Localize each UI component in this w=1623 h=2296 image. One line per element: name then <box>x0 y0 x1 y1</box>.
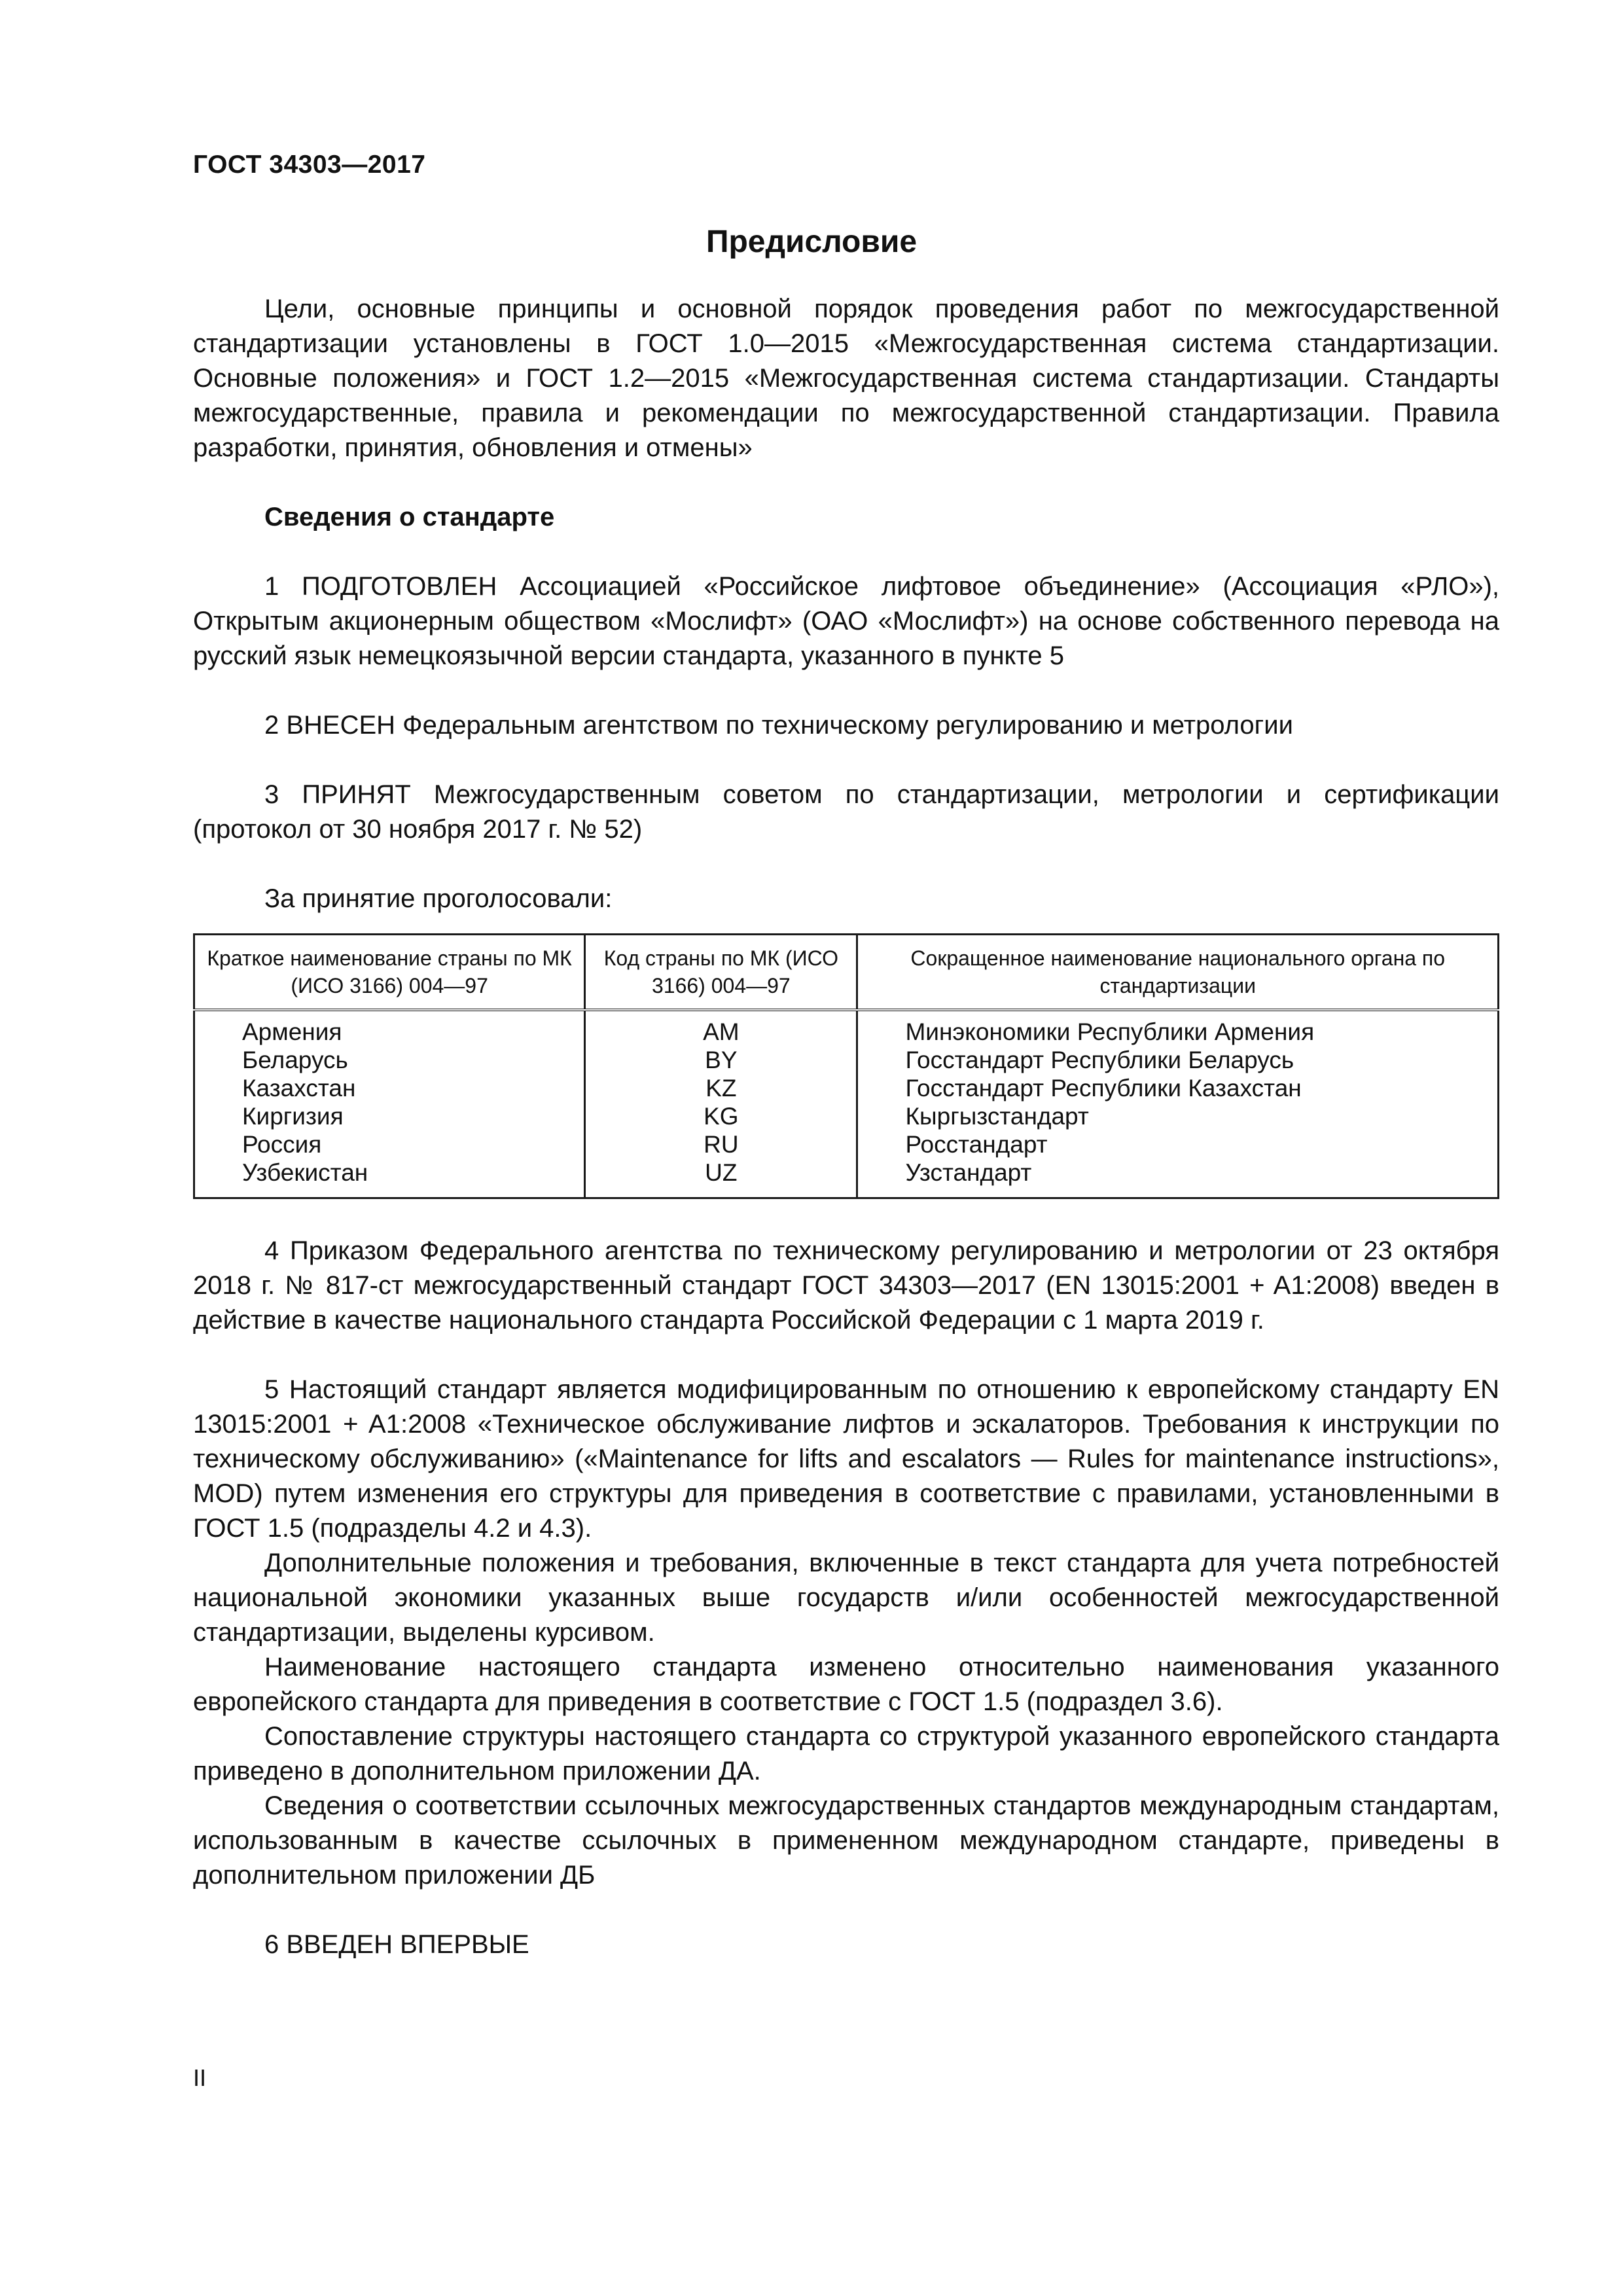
item-3-paragraph: 3 ПРИНЯТ Межгосударственным советом по стандартизации, метрологии и сертификации (протокол от 30 ноября 2017 г. № 52) <box>193 780 1499 844</box>
table-header-row <box>194 935 1499 1011</box>
table-row <box>194 1102 1499 1130</box>
header-country: Краткое наименование страны по МК (ИСО 3166) 004—97 <box>194 935 585 1011</box>
item-5-paragraph-3: Наименование настоящего стандарта изменено относительно наименования указанного европейского стандарта для приведения в соответствие с ГОСТ 1.5 (подраздел 3.6). <box>193 1653 1499 1716</box>
intro-paragraph: Цели, основные принципы и основной порядок проведения работ по межгосударственной стандартизации установлены в ГОСТ 1.0—2015 «Межгосударственная система стандартизации. Основные положения» и ГОСТ 1.2—2015 «Межгосударственная система стандартизации. Стандарты межгосударственные, правила и рекомендации по межгосударственной стандартизации. Правила разработки, принятия, обновления и отмены» <box>193 295 1499 462</box>
cell-code: AM <box>585 1010 857 1046</box>
page-title: Предисловие <box>705 224 918 259</box>
item-5-paragraph: 5 Настоящий стандарт является модифицированным по отношению к европейскому стандарту EN 13015:2001 + A1:2008 «Техническое обслуживание лифтов и эскалаторов. Требования к инструкции по техническому обслуживанию» («Maintenance for lifts and escalators — Rules for maintenance instructions», MOD) путем изменения его структуры для приведения в соответствие с правилами, установленными в ГОСТ 1.5 (подразделы 4.2 и 4.3). <box>193 1375 1499 1543</box>
table-row <box>194 1046 1499 1074</box>
item-4-paragraph: 4 Приказом Федерального агентства по техническому регулированию и метрологии от 23 октября 2018 г. № 817-ст межгосударственный стандарт ГОСТ 34303—2017 (EN 13015:2001 + A1:2008) введен в действие в качестве национального стандарта Российской Федерации с 1 марта 2019 г. <box>193 1236 1499 1335</box>
item-2-paragraph: 2 ВНЕСЕН Федеральным агентством по техническому регулированию и метрологии <box>264 711 1293 740</box>
section-heading: Сведения о стандарте <box>264 503 555 531</box>
cell-code: RU <box>585 1130 857 1158</box>
table-row <box>194 1010 1499 1046</box>
cell-body: Минэкономики Республики Армения <box>857 1010 1499 1046</box>
cell-code: KG <box>585 1102 857 1130</box>
table-row <box>194 1074 1499 1102</box>
cell-body: Узстандарт <box>857 1158 1499 1198</box>
item-5-paragraph-2: Дополнительные положения и требования, включенные в текст стандарта для учета потребностей национальной экономики указанных выше государств и/или особенностей межгосударственной стандартизации, выделены курсивом. <box>193 1549 1499 1647</box>
cell-country: Киргизия <box>242 1103 344 1130</box>
vote-intro: За принятие проголосовали: <box>264 884 613 913</box>
item-5-paragraph-4: Сопоставление структуры настоящего стандарта со структурой указанного европейского стандарта приведено в дополнительном приложении ДА. <box>193 1722 1499 1785</box>
item-1-paragraph: 1 ПОДГОТОВЛЕН Ассоциацией «Российское лифтовое объединение» (Ассоциация «РЛО»), Открытым акционерным обществом «Мослифт» (ОАО «Мослифт») на основе собственного перевода на русский язык немецкоязычной версии стандарта, указанного в пункте 5 <box>193 572 1499 670</box>
item-6-paragraph: 6 ВВЕДЕН ВПЕРВЫЕ <box>264 1930 529 1959</box>
cell-body: Госстандарт Республики Беларусь <box>857 1046 1499 1074</box>
cell-code: UZ <box>585 1158 857 1198</box>
cell-body: Госстандарт Республики Казахстан <box>857 1074 1499 1102</box>
page-number: II <box>193 2064 207 2091</box>
table-row <box>194 1130 1499 1158</box>
cell-country: Армения <box>242 1018 342 1045</box>
cell-code: BY <box>585 1046 857 1074</box>
voting-countries-table <box>193 933 1499 1199</box>
cell-country: Россия <box>242 1131 322 1158</box>
cell-country: Узбекистан <box>242 1159 368 1186</box>
header-code: Код страны по МК (ИСО 3166) 004—97 <box>585 935 857 1011</box>
document-body <box>193 292 1499 1962</box>
cell-code: KZ <box>585 1074 857 1102</box>
table-row <box>194 1158 1499 1198</box>
header-body: Сокращенное наименование национального органа по стандартизации <box>857 935 1499 1011</box>
cell-country: Беларусь <box>242 1047 348 1073</box>
item-5-paragraph-5: Сведения о соответствии ссылочных межгосударственных стандартов международным стандартам, использованным в качестве ссылочных в примененном международном стандарте, приведены в дополнительном приложении ДБ <box>193 1791 1499 1890</box>
cell-body: Росстандарт <box>857 1130 1499 1158</box>
cell-body: Кыргызстандарт <box>857 1102 1499 1130</box>
standard-code-header: ГОСТ 34303—2017 <box>193 151 426 179</box>
cell-country: Казахстан <box>242 1075 356 1102</box>
